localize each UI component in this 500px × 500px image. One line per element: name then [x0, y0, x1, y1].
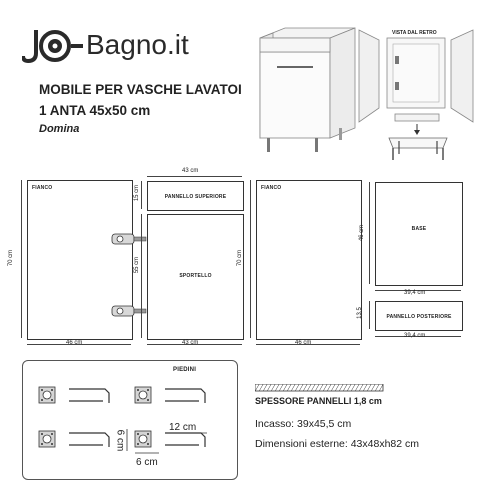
base-width: 39,4 cm [404, 290, 426, 296]
feet-base-dim: 6 cm [136, 457, 158, 468]
pannello-superiore-height: 15 cm [134, 184, 141, 202]
pannello-posteriore-width: 39,4 cm [404, 333, 426, 339]
incasso-spec: Incasso: 39x45,5 cm [255, 418, 352, 430]
dim-line [250, 180, 251, 338]
dim-line [369, 301, 370, 329]
pannello-posteriore-height: 13,5 [356, 307, 363, 319]
feet-length-dim: 12 cm [169, 422, 197, 433]
panel-label: FIANCO [32, 185, 53, 191]
sportello-height: 55 cm [134, 256, 141, 274]
panel-label: FIANCO [261, 185, 282, 191]
dim-line [369, 182, 370, 284]
panel-label: PANNELLO POSTERIORE [386, 314, 452, 320]
cabinet-drawing [255, 20, 360, 160]
brand-logo [22, 26, 232, 71]
product-size: 1 ANTA 45x50 cm [39, 103, 151, 118]
panel-label: BASE [411, 226, 427, 232]
fianco-left-height: 70 cm [8, 249, 15, 267]
panel-base [375, 182, 463, 286]
dim-line [141, 181, 142, 209]
panel-thickness: SPESSORE PANNELLI 1,8 cm [255, 396, 382, 406]
panel-label: SPORTELLO [179, 273, 212, 279]
fianco-right-width: 46 cm [295, 340, 312, 346]
pannello-superiore-width: 43 cm [182, 168, 199, 174]
rear-view-label: VISTA DAL RETRO [392, 30, 437, 36]
panel-pannello-superiore [147, 181, 244, 211]
panel-fianco-right [256, 180, 362, 340]
foot-icon [23, 361, 237, 479]
panel-sportello [147, 214, 244, 340]
logo-suffix: Bagno.it [86, 29, 189, 60]
product-subtitle: Domina [39, 123, 80, 135]
external-dimensions: Dimensioni esterne: 43x48xh82 cm [255, 438, 420, 450]
thickness-hatch-icon [255, 384, 385, 392]
rear-view-drawing [355, 26, 490, 166]
fianco-left-width: 46 cm [66, 340, 83, 346]
feet-height-dim: 6 cm [114, 429, 126, 452]
dim-line [21, 180, 22, 338]
product-title: MOBILE PER VASCHE LAVATOI [39, 82, 242, 97]
sportello-width: 43 cm [182, 340, 199, 346]
feet-panel [22, 360, 238, 480]
dim-line [141, 214, 142, 338]
panel-pannello-posteriore [375, 301, 463, 331]
base-height: 46 cm [359, 224, 366, 242]
feet-label: PIEDINI [173, 367, 197, 373]
panel-label: PANNELLO SUPERIORE [164, 194, 227, 200]
fianco-right-height: 70 cm [237, 249, 244, 267]
dim-line [147, 176, 242, 177]
